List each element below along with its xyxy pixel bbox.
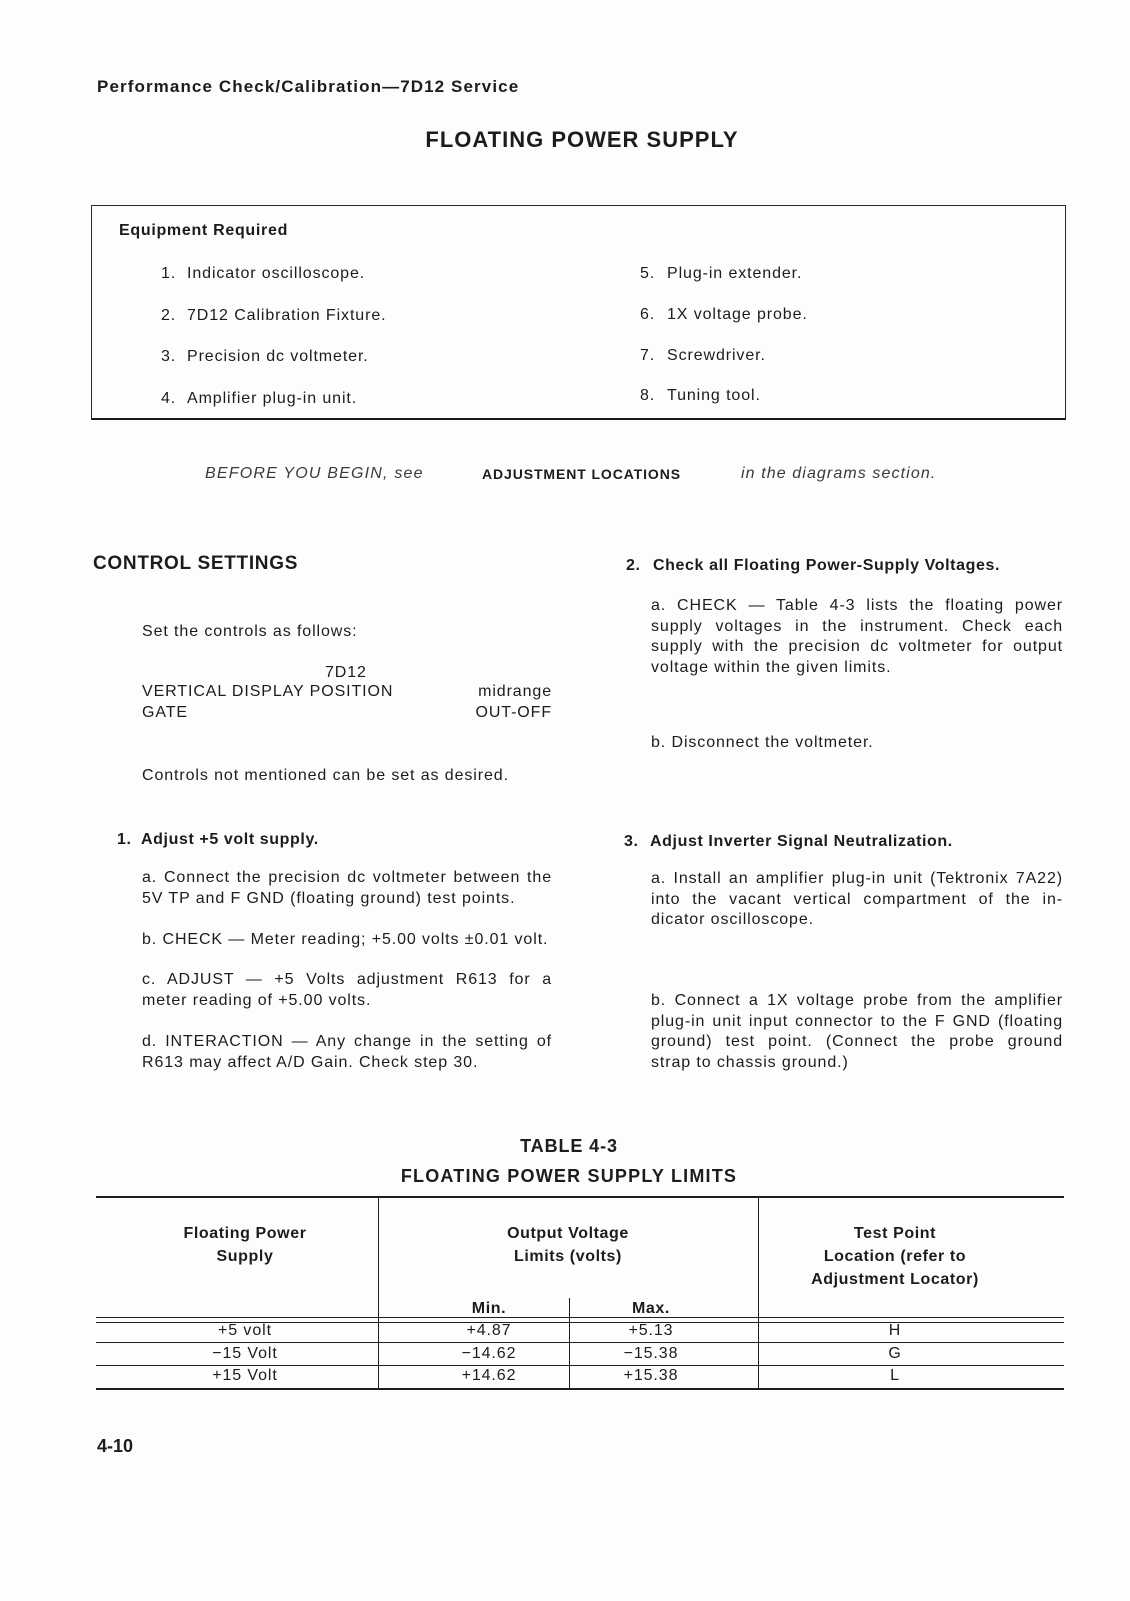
paragraph-line: c. ADJUST — +5 Volts adjustment R613 for a	[142, 971, 552, 988]
table-header-cell	[795, 1222, 995, 1291]
header-line: Adjustment Locator)	[811, 1271, 979, 1288]
table-label: TABLE 4-3	[520, 1136, 618, 1156]
setting-control: VERTICAL DISPLAY POSITION	[142, 683, 394, 700]
note-lead: BEFORE YOU BEGIN, see	[205, 465, 424, 482]
item-text: Screwdriver.	[667, 347, 766, 364]
table-row	[96, 1344, 1064, 1364]
item-text: Plug-in extender.	[667, 265, 803, 282]
paragraph-line: dicator oscilloscope.	[651, 911, 814, 929]
table-rule	[96, 1317, 1064, 1318]
step-paragraph	[142, 868, 552, 909]
control-settings-heading: CONTROL SETTINGS	[93, 553, 299, 574]
table-cell: +14.62	[461, 1367, 517, 1384]
paragraph-line: 5V TP and F GND (floating ground) test points.	[142, 889, 516, 907]
item-number: 6.	[640, 306, 656, 323]
table	[96, 1196, 1064, 1391]
table-cell: H	[888, 1322, 902, 1339]
settings-unit-label: 7D12	[325, 664, 367, 681]
paragraph-line: a. Install an amplifier plug-in unit (Tektronix 7A22)	[651, 870, 1063, 887]
paragraph-line: a. Connect the precision dc voltmeter between the	[142, 869, 552, 886]
paragraph-line: d. INTERACTION — Any change in the setting of	[142, 1033, 552, 1050]
paragraph-line: b. Disconnect the voltmeter.	[651, 734, 874, 751]
table-cell: −15.38	[623, 1345, 679, 1362]
step-number: 3.	[624, 833, 639, 850]
header-line: Location (refer to	[823, 1248, 967, 1265]
equipment-item	[640, 346, 766, 366]
paragraph-line: into the vacant vertical compartment of the in-	[651, 890, 1063, 908]
equipment-item	[640, 305, 808, 325]
paragraph-line: voltage within the given limits.	[651, 659, 892, 677]
equipment-item	[640, 386, 761, 406]
equipment-item	[161, 347, 369, 367]
table-cell: G	[888, 1345, 902, 1362]
page-number: 4-10	[97, 1436, 134, 1456]
item-text: Tuning tool.	[667, 387, 761, 404]
step-title: Adjust Inverter Signal Neutralization.	[650, 833, 953, 850]
table-header-cell	[468, 1222, 668, 1268]
setting-control: GATE	[142, 704, 188, 721]
paragraph-line: ground) test point. (Connect the probe ground	[651, 1033, 1063, 1051]
step-title: Check all Floating Power-Supply Voltages.	[653, 557, 1001, 574]
step-number: 1.	[117, 831, 132, 848]
step-number: 2.	[626, 557, 641, 574]
setting-row	[142, 703, 552, 723]
table-title: FLOATING POWER SUPPLY LIMITS	[400, 1166, 738, 1186]
item-text: Amplifier plug-in unit.	[187, 390, 358, 407]
step-paragraph	[651, 596, 1063, 679]
step-paragraph	[651, 733, 1063, 754]
table-header-cell: Max.	[632, 1300, 670, 1317]
item-number: 2.	[161, 307, 177, 324]
item-number: 3.	[161, 348, 177, 365]
table-row	[96, 1366, 1064, 1386]
header-line: Limits (volts)	[514, 1248, 622, 1265]
paragraph-line: a. CHECK — Table 4-3 lists the floating power	[651, 597, 1063, 614]
table-cell: −14.62	[461, 1345, 517, 1362]
table-header-cell: Min.	[471, 1300, 507, 1317]
note-reference: ADJUSTMENT LOCATIONS	[482, 466, 681, 482]
table-rule	[96, 1196, 1064, 1198]
step-paragraph	[651, 869, 1063, 931]
table-rule	[96, 1388, 1064, 1390]
paragraph-line: meter reading of +5.00 volts.	[142, 991, 372, 1009]
control-settings-intro: Set the controls as follows:	[142, 623, 358, 640]
running-head: Performance Check/Calibration—7D12 Service	[97, 77, 520, 96]
header-line: Output Voltage	[507, 1225, 629, 1242]
equipment-box	[91, 205, 1066, 420]
page-title: FLOATING POWER SUPPLY	[425, 127, 739, 152]
item-number: 1.	[161, 265, 177, 282]
setting-value: midrange	[478, 683, 552, 700]
table-row	[96, 1321, 1064, 1341]
header-line: Supply	[216, 1248, 274, 1265]
paragraph-line: b. Connect a 1X voltage probe from the amplifier	[651, 992, 1063, 1009]
step-heading	[626, 556, 1000, 576]
step-title: Adjust +5 volt supply.	[141, 831, 319, 848]
header-line: Test Point	[853, 1225, 937, 1242]
item-text: Indicator oscilloscope.	[187, 265, 366, 282]
item-number: 7.	[640, 347, 656, 364]
item-text: 1X voltage probe.	[667, 306, 808, 323]
step-paragraph	[142, 1032, 552, 1073]
paragraph-line: supply with the precision dc voltmeter for output	[651, 638, 1063, 656]
equipment-item	[161, 306, 386, 326]
item-text: 7D12 Calibration Fixture.	[187, 307, 387, 324]
step-paragraph	[142, 970, 552, 1011]
equipment-item	[161, 264, 365, 284]
item-text: Precision dc voltmeter.	[187, 348, 369, 365]
table-rule	[96, 1342, 1064, 1343]
setting-value: OUT-OFF	[475, 704, 552, 721]
paragraph-line: plug-in unit input connector to the F GND (floating	[651, 1012, 1063, 1030]
table-cell: +4.87	[466, 1322, 512, 1339]
paragraph-line: R613 may affect A/D Gain. Check step 30.	[142, 1053, 479, 1071]
table-cell: +5.13	[628, 1322, 674, 1339]
equipment-item	[161, 389, 357, 409]
step-heading	[117, 830, 319, 850]
paragraph-line: supply voltages in the instrument. Check each	[651, 617, 1063, 635]
item-number: 5.	[640, 265, 656, 282]
header-line: Floating Power	[183, 1225, 307, 1242]
step-heading	[624, 832, 953, 852]
equipment-item	[640, 264, 802, 284]
table-cell: −15 Volt	[212, 1345, 278, 1362]
table-header-cell	[145, 1222, 345, 1268]
table-cell: +5 volt	[218, 1322, 272, 1339]
step-paragraph	[651, 991, 1063, 1074]
note-trail: in the diagrams section.	[741, 465, 937, 482]
paragraph-line: strap to chassis ground.)	[651, 1054, 849, 1072]
control-settings-note: Controls not mentioned can be set as desired.	[142, 767, 509, 784]
item-number: 4.	[161, 390, 177, 407]
table-cell: L	[890, 1367, 900, 1384]
table-cell: +15 Volt	[212, 1367, 278, 1384]
paragraph-line: b. CHECK — Meter reading; +5.00 volts ±0.01 volt.	[142, 931, 549, 948]
table-cell: +15.38	[623, 1367, 679, 1384]
step-paragraph	[142, 930, 552, 951]
equipment-heading: Equipment Required	[119, 222, 289, 239]
setting-row	[142, 682, 552, 702]
item-number: 8.	[640, 387, 656, 404]
